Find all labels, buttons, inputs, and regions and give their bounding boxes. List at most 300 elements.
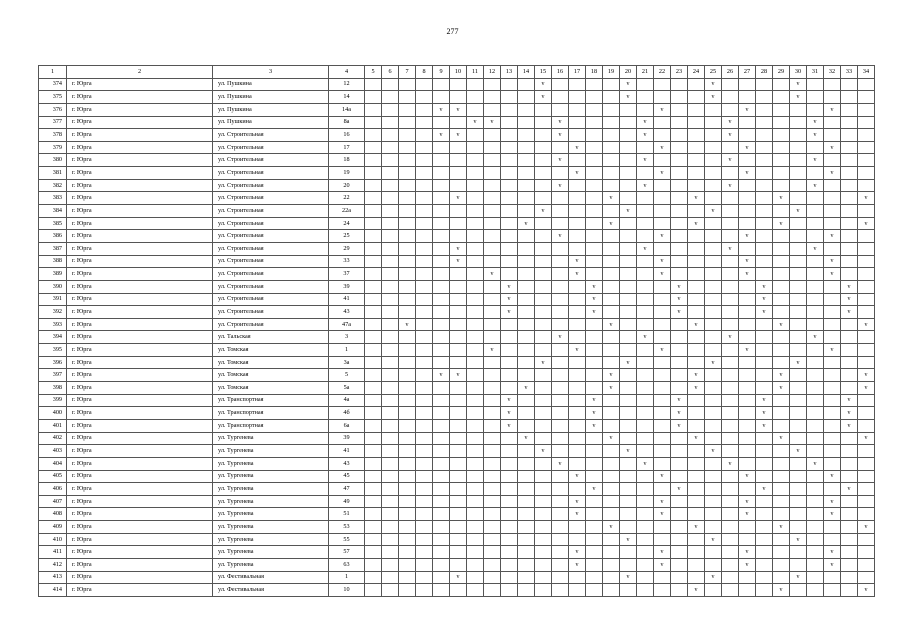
- row-number: 375: [39, 91, 67, 104]
- mark-cell: [535, 495, 552, 508]
- mark-cell: [705, 521, 722, 534]
- row-number: 407: [39, 495, 67, 508]
- mark-cell: v: [705, 78, 722, 91]
- mark-cell: [484, 571, 501, 584]
- mark-cell: [484, 78, 501, 91]
- mark-cell: v: [654, 558, 671, 571]
- mark-cell: [620, 546, 637, 559]
- mark-cell: [586, 255, 603, 268]
- mark-cell: [535, 584, 552, 597]
- row-house: 24: [329, 217, 365, 230]
- mark-cell: [552, 318, 569, 331]
- mark-cell: [841, 230, 858, 243]
- mark-cell: [518, 91, 535, 104]
- mark-cell: v: [654, 230, 671, 243]
- column-header: 32: [824, 66, 841, 79]
- mark-cell: [416, 129, 433, 142]
- mark-cell: v: [501, 280, 518, 293]
- column-header: 9: [433, 66, 450, 79]
- mark-cell: [671, 533, 688, 546]
- mark-cell: [535, 167, 552, 180]
- mark-cell: [501, 192, 518, 205]
- mark-cell: [433, 217, 450, 230]
- mark-cell: [569, 521, 586, 534]
- mark-cell: v: [824, 470, 841, 483]
- mark-cell: [518, 318, 535, 331]
- mark-cell: [756, 533, 773, 546]
- mark-cell: [484, 217, 501, 230]
- mark-cell: [688, 457, 705, 470]
- mark-cell: [688, 179, 705, 192]
- mark-cell: [722, 230, 739, 243]
- mark-cell: [518, 116, 535, 129]
- row-street: ул. Тургенева: [213, 558, 329, 571]
- mark-cell: [756, 445, 773, 458]
- mark-cell: [518, 331, 535, 344]
- mark-cell: [467, 293, 484, 306]
- mark-cell: v: [739, 495, 756, 508]
- mark-cell: v: [450, 192, 467, 205]
- mark-cell: v: [450, 369, 467, 382]
- row-number: 382: [39, 179, 67, 192]
- mark-cell: [620, 293, 637, 306]
- mark-cell: [450, 331, 467, 344]
- mark-cell: [824, 318, 841, 331]
- row-house: 41: [329, 293, 365, 306]
- mark-cell: [382, 369, 399, 382]
- mark-cell: [501, 445, 518, 458]
- mark-cell: [603, 306, 620, 319]
- mark-cell: [433, 318, 450, 331]
- mark-cell: [841, 268, 858, 281]
- row-number: 405: [39, 470, 67, 483]
- mark-cell: [620, 382, 637, 395]
- mark-cell: [637, 558, 654, 571]
- mark-cell: [399, 369, 416, 382]
- mark-cell: v: [739, 268, 756, 281]
- mark-cell: [382, 154, 399, 167]
- mark-cell: [399, 432, 416, 445]
- mark-cell: [399, 382, 416, 395]
- mark-cell: [552, 419, 569, 432]
- mark-cell: [756, 154, 773, 167]
- mark-cell: v: [620, 78, 637, 91]
- mark-cell: [365, 483, 382, 496]
- mark-cell: v: [501, 394, 518, 407]
- mark-cell: [739, 571, 756, 584]
- mark-cell: [654, 242, 671, 255]
- mark-cell: [739, 306, 756, 319]
- table-row: [39, 255, 875, 268]
- row-street: ул. Пушкина: [213, 103, 329, 116]
- mark-cell: [399, 293, 416, 306]
- mark-cell: [654, 394, 671, 407]
- mark-cell: [620, 508, 637, 521]
- mark-cell: v: [824, 495, 841, 508]
- mark-cell: [518, 179, 535, 192]
- mark-cell: [501, 382, 518, 395]
- mark-cell: v: [552, 154, 569, 167]
- row-street: ул. Тургенева: [213, 533, 329, 546]
- mark-cell: [365, 217, 382, 230]
- mark-cell: [722, 470, 739, 483]
- mark-cell: [467, 268, 484, 281]
- mark-cell: [620, 116, 637, 129]
- row-number: 384: [39, 205, 67, 218]
- mark-cell: [671, 584, 688, 597]
- mark-cell: v: [756, 306, 773, 319]
- mark-cell: [722, 432, 739, 445]
- mark-cell: [637, 318, 654, 331]
- mark-cell: v: [654, 167, 671, 180]
- mark-cell: [790, 470, 807, 483]
- mark-cell: [824, 521, 841, 534]
- mark-cell: [467, 344, 484, 357]
- mark-cell: [807, 470, 824, 483]
- mark-cell: [433, 508, 450, 521]
- mark-cell: [552, 508, 569, 521]
- row-house: 4б: [329, 407, 365, 420]
- mark-cell: [552, 344, 569, 357]
- row-city: г. Юрга: [67, 533, 213, 546]
- mark-cell: [484, 318, 501, 331]
- mark-cell: [399, 141, 416, 154]
- mark-cell: [399, 331, 416, 344]
- mark-cell: v: [654, 470, 671, 483]
- mark-cell: [382, 192, 399, 205]
- mark-cell: [535, 432, 552, 445]
- mark-cell: [399, 217, 416, 230]
- mark-cell: v: [450, 255, 467, 268]
- mark-cell: [382, 306, 399, 319]
- row-street: ул. Пушкина: [213, 78, 329, 91]
- mark-cell: [858, 268, 875, 281]
- row-number: 390: [39, 280, 67, 293]
- mark-cell: [603, 91, 620, 104]
- table-row: [39, 318, 875, 331]
- mark-cell: [654, 369, 671, 382]
- mark-cell: v: [705, 445, 722, 458]
- mark-cell: v: [824, 230, 841, 243]
- mark-cell: [807, 508, 824, 521]
- mark-cell: [807, 103, 824, 116]
- mark-cell: [841, 78, 858, 91]
- mark-cell: v: [807, 154, 824, 167]
- mark-cell: v: [722, 179, 739, 192]
- mark-cell: [807, 495, 824, 508]
- mark-cell: [824, 457, 841, 470]
- mark-cell: [807, 584, 824, 597]
- table-row: [39, 179, 875, 192]
- row-city: г. Юрга: [67, 546, 213, 559]
- mark-cell: [365, 419, 382, 432]
- mark-cell: [722, 369, 739, 382]
- mark-cell: [841, 382, 858, 395]
- mark-cell: [552, 521, 569, 534]
- mark-cell: v: [569, 508, 586, 521]
- mark-cell: [501, 432, 518, 445]
- row-street: ул. Строительная: [213, 318, 329, 331]
- mark-cell: [773, 558, 790, 571]
- mark-cell: [501, 356, 518, 369]
- mark-cell: [382, 255, 399, 268]
- mark-cell: v: [688, 584, 705, 597]
- mark-cell: [722, 394, 739, 407]
- mark-cell: [552, 394, 569, 407]
- mark-cell: [688, 116, 705, 129]
- mark-cell: [586, 318, 603, 331]
- mark-cell: [807, 394, 824, 407]
- mark-cell: v: [450, 129, 467, 142]
- row-city: г. Юрга: [67, 407, 213, 420]
- row-city: г. Юрга: [67, 558, 213, 571]
- mark-cell: v: [807, 457, 824, 470]
- mark-cell: [841, 192, 858, 205]
- mark-cell: [399, 483, 416, 496]
- mark-cell: v: [586, 306, 603, 319]
- mark-cell: [552, 78, 569, 91]
- table-row: [39, 558, 875, 571]
- mark-cell: [841, 356, 858, 369]
- mark-cell: [671, 331, 688, 344]
- mark-cell: [790, 457, 807, 470]
- mark-cell: [552, 432, 569, 445]
- mark-cell: [484, 306, 501, 319]
- mark-cell: v: [807, 331, 824, 344]
- mark-cell: [382, 546, 399, 559]
- mark-cell: [535, 154, 552, 167]
- mark-cell: [586, 230, 603, 243]
- mark-cell: [637, 584, 654, 597]
- mark-cell: [603, 242, 620, 255]
- mark-cell: [756, 521, 773, 534]
- mark-cell: [824, 407, 841, 420]
- mark-cell: [671, 369, 688, 382]
- mark-cell: [552, 571, 569, 584]
- mark-cell: [671, 344, 688, 357]
- mark-cell: [824, 483, 841, 496]
- mark-cell: [841, 154, 858, 167]
- mark-cell: [841, 546, 858, 559]
- mark-cell: [467, 280, 484, 293]
- mark-cell: [790, 558, 807, 571]
- mark-cell: v: [858, 432, 875, 445]
- mark-cell: [807, 382, 824, 395]
- mark-cell: [586, 558, 603, 571]
- mark-cell: [569, 154, 586, 167]
- table-row: [39, 521, 875, 534]
- mark-cell: [535, 407, 552, 420]
- table-row: [39, 268, 875, 281]
- mark-cell: [705, 129, 722, 142]
- mark-cell: [637, 419, 654, 432]
- mark-cell: [705, 483, 722, 496]
- mark-cell: [586, 445, 603, 458]
- column-header: 30: [790, 66, 807, 79]
- row-number: 411: [39, 546, 67, 559]
- mark-cell: [637, 141, 654, 154]
- mark-cell: [365, 268, 382, 281]
- mark-cell: [382, 230, 399, 243]
- mark-cell: [773, 268, 790, 281]
- mark-cell: [688, 546, 705, 559]
- mark-cell: [382, 571, 399, 584]
- mark-cell: [382, 242, 399, 255]
- mark-cell: [450, 141, 467, 154]
- row-number: 386: [39, 230, 67, 243]
- mark-cell: [484, 167, 501, 180]
- mark-cell: [858, 483, 875, 496]
- mark-cell: v: [518, 382, 535, 395]
- column-header: 11: [467, 66, 484, 79]
- mark-cell: [399, 167, 416, 180]
- mark-cell: [382, 331, 399, 344]
- mark-cell: [739, 242, 756, 255]
- mark-cell: [705, 558, 722, 571]
- row-number: 387: [39, 242, 67, 255]
- mark-cell: v: [569, 495, 586, 508]
- mark-cell: [688, 470, 705, 483]
- mark-cell: [382, 217, 399, 230]
- mark-cell: v: [586, 280, 603, 293]
- mark-cell: [620, 407, 637, 420]
- mark-cell: [858, 331, 875, 344]
- mark-cell: [637, 293, 654, 306]
- mark-cell: [688, 419, 705, 432]
- table-row: [39, 129, 875, 142]
- mark-cell: [773, 116, 790, 129]
- mark-cell: [382, 167, 399, 180]
- mark-cell: v: [722, 154, 739, 167]
- row-number: 395: [39, 344, 67, 357]
- mark-cell: v: [603, 382, 620, 395]
- row-number: 391: [39, 293, 67, 306]
- mark-cell: [518, 344, 535, 357]
- mark-cell: [790, 546, 807, 559]
- row-number: 410: [39, 533, 67, 546]
- mark-cell: [399, 205, 416, 218]
- mark-cell: v: [671, 483, 688, 496]
- mark-cell: [535, 217, 552, 230]
- mark-cell: v: [654, 103, 671, 116]
- row-house: 3а: [329, 356, 365, 369]
- mark-cell: [552, 217, 569, 230]
- mark-cell: [705, 280, 722, 293]
- mark-cell: [433, 255, 450, 268]
- mark-cell: [365, 546, 382, 559]
- mark-cell: [773, 457, 790, 470]
- mark-cell: [807, 78, 824, 91]
- mark-cell: [603, 394, 620, 407]
- mark-cell: [722, 407, 739, 420]
- mark-cell: [467, 394, 484, 407]
- mark-cell: [365, 103, 382, 116]
- mark-cell: [858, 280, 875, 293]
- mark-cell: [382, 457, 399, 470]
- mark-cell: v: [824, 344, 841, 357]
- data-table: [38, 65, 875, 597]
- mark-cell: [569, 571, 586, 584]
- mark-cell: [671, 141, 688, 154]
- mark-cell: [552, 293, 569, 306]
- mark-cell: [467, 129, 484, 142]
- mark-cell: [739, 154, 756, 167]
- mark-cell: [586, 268, 603, 281]
- mark-cell: [416, 546, 433, 559]
- mark-cell: [365, 445, 382, 458]
- row-number: 412: [39, 558, 67, 571]
- mark-cell: [484, 205, 501, 218]
- mark-cell: [705, 331, 722, 344]
- row-street: ул. Строительная: [213, 154, 329, 167]
- mark-cell: [841, 103, 858, 116]
- mark-cell: [484, 382, 501, 395]
- mark-cell: [773, 508, 790, 521]
- mark-cell: [756, 356, 773, 369]
- row-street: ул. Строительная: [213, 217, 329, 230]
- mark-cell: [399, 230, 416, 243]
- mark-cell: [450, 445, 467, 458]
- mark-cell: [807, 546, 824, 559]
- mark-cell: [569, 457, 586, 470]
- mark-cell: [535, 268, 552, 281]
- mark-cell: [433, 495, 450, 508]
- mark-cell: [807, 533, 824, 546]
- row-street: ул. Транспортная: [213, 407, 329, 420]
- mark-cell: v: [433, 369, 450, 382]
- mark-cell: [688, 167, 705, 180]
- mark-cell: [722, 495, 739, 508]
- mark-cell: v: [705, 91, 722, 104]
- mark-cell: [858, 470, 875, 483]
- row-house: 20: [329, 179, 365, 192]
- mark-cell: [756, 508, 773, 521]
- mark-cell: v: [654, 344, 671, 357]
- mark-cell: [773, 533, 790, 546]
- mark-cell: [773, 167, 790, 180]
- mark-cell: [416, 268, 433, 281]
- mark-cell: [399, 521, 416, 534]
- page-number: 277: [446, 27, 459, 36]
- mark-cell: [824, 331, 841, 344]
- mark-cell: [365, 432, 382, 445]
- mark-cell: [399, 179, 416, 192]
- mark-cell: [484, 103, 501, 116]
- mark-cell: [756, 78, 773, 91]
- mark-cell: [586, 141, 603, 154]
- mark-cell: [790, 382, 807, 395]
- row-city: г. Юрга: [67, 470, 213, 483]
- mark-cell: [807, 306, 824, 319]
- mark-cell: [365, 331, 382, 344]
- row-house: 53: [329, 521, 365, 534]
- mark-cell: [688, 495, 705, 508]
- mark-cell: [603, 103, 620, 116]
- mark-cell: [399, 154, 416, 167]
- mark-cell: [722, 293, 739, 306]
- row-street: ул. Томская: [213, 344, 329, 357]
- mark-cell: [433, 571, 450, 584]
- mark-cell: [535, 230, 552, 243]
- row-number: 409: [39, 521, 67, 534]
- mark-cell: [705, 457, 722, 470]
- row-number: 396: [39, 356, 67, 369]
- mark-cell: [620, 432, 637, 445]
- mark-cell: [586, 508, 603, 521]
- mark-cell: [620, 470, 637, 483]
- mark-cell: [535, 306, 552, 319]
- mark-cell: [722, 445, 739, 458]
